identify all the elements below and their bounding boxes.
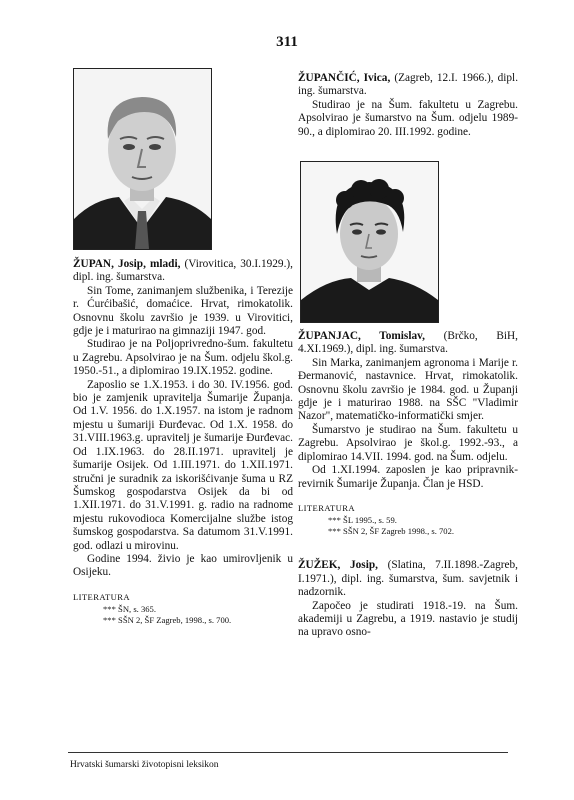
footer-title: Hrvatski šumarski životopisni leksikon bbox=[70, 760, 219, 770]
paragraph: Godine 1994. živio je kao umirovljenik u Osijeku. bbox=[73, 552, 293, 579]
paragraph: Studirao je na Poljoprivredno-šum. fakultetu u Zagrebu. Apsolvirao je na Šum. odjelu škol.g. 1950.-51., a diplomirao 19.IX.1952. godine. bbox=[73, 338, 293, 378]
paragraph: Studirao je na Šum. fakultetu u Zagrebu. Apsolvirao je šumarstvo na Šum. odjelu 1989-90., a diplomirao 20. III.1992. godine. bbox=[298, 98, 518, 138]
entry-header: (Slatina, 7.II.1898.-Zagreb, I.1971.), dipl. ing. šumarstva, šum. savjetnik i nadzornik. bbox=[298, 559, 518, 599]
paragraph: Od 1.XI.1994. zaposlen je kao pripravnik-revirnik Šumarije Županja. Član je HSD. bbox=[298, 464, 518, 490]
entry-name: ŽUPANČIĆ, Ivica, bbox=[298, 72, 391, 84]
literature-item: *** SŠN 2, ŠF Zagreb, 1998., s. 700. bbox=[103, 615, 232, 626]
page-number: 311 bbox=[276, 34, 298, 50]
literature-heading: LITERATURA bbox=[298, 502, 355, 513]
right-column bbox=[298, 72, 518, 640]
paragraph: Zaposlio se 1.X.1953. i do 30. IV.1956. god. bio je zamjenik upravitelja Šumarije Županja. Od 1.V. 1956. do 1.X.1957. na istom je radnom mjestu u šumariji Đurđevac. Od 1.X. 1958. do 31.VIII.1963.g. upravitelj je šumarije Đurđevac. Od 1.IX.1963. do 28.II.1971. upravitelj je šumarije Osijek. Od 1.III.1971. do 1.XII.1971. stručni je suradnik za iskorišćivanje šuma u RZ Šumskog gospodarstva Osijek da bi od 1.XII.1971. do 31.V.1991. g. radio na radnome mjestu rukovodioca Komercijalne službe istog šumskog gospodarstva. Sa datumom 31.V.1991. god. odlazi u mirovinu. bbox=[73, 378, 293, 552]
paragraph: Šumarstvo je studirao na Šum. fakultetu u Zagrebu. Apsolvirao je škol.g. 1992.-93., a diplomirao 14.VII. 1994. god. na Šum. odjelu. bbox=[298, 423, 518, 463]
paragraph: Započeo je studirati 1918.-19. na Šum. akademiji u Zagrebu, a 1919. nastavio je studij na upravo osno- bbox=[298, 599, 518, 639]
entry-zupanjac-tomislav bbox=[298, 330, 518, 537]
entry-name: ŽUPANJAC, Tomislav, bbox=[298, 330, 425, 343]
entry-zupancic-ivica bbox=[298, 72, 518, 139]
left-column bbox=[73, 68, 293, 626]
literature-item: *** ŠN, s. 365. bbox=[103, 604, 157, 615]
literature-item: *** SŠN 2, ŠF Zagreb 1998., s. 702. bbox=[328, 526, 455, 537]
entry-header: (Brčko, BiH, 4.XI.1969.), dipl. ing. šumarstva. bbox=[298, 330, 518, 356]
paragraph: Sin Marka, zanimanjem agronoma i Marije r. Đermanović, nastavnice. Hrvat, rimokatolik. Osnovnu školu završio je 1984. god. u Županji gdje je i maturirao 1988. na SŠC "Vladimir Nazor", matematičko-informatički smjer. bbox=[298, 356, 518, 423]
literature-item: *** ŠL 1995., s. 59. bbox=[328, 515, 397, 526]
portrait-photo bbox=[300, 161, 439, 323]
literature-heading: LITERATURA bbox=[73, 591, 130, 602]
paragraph: Sin Tome, zanimanjem službenika, i Terezije r. Ćurćibašić, domaćice. Hrvat, rimokatolik. Osnovnu školu završio je 1939. u Virovitici, gdje je i maturirao na gimnaziji 1947. god. bbox=[73, 284, 293, 338]
entry-header: (Virovitica, 30.I.1929.), dipl. ing. šumarstva. bbox=[73, 258, 293, 284]
entry-zuzek-josip bbox=[298, 559, 518, 639]
footer-divider bbox=[68, 752, 508, 753]
entry-zupan-josip bbox=[73, 258, 293, 626]
portrait-photo bbox=[73, 68, 212, 250]
entry-name: ŽUPAN, Josip, mladi, bbox=[73, 258, 181, 270]
entry-name: ŽUŽEK, Josip, bbox=[298, 559, 378, 572]
entry-header: (Zagreb, 12.I. 1966.), dipl. ing. šumarstva. bbox=[298, 72, 519, 98]
